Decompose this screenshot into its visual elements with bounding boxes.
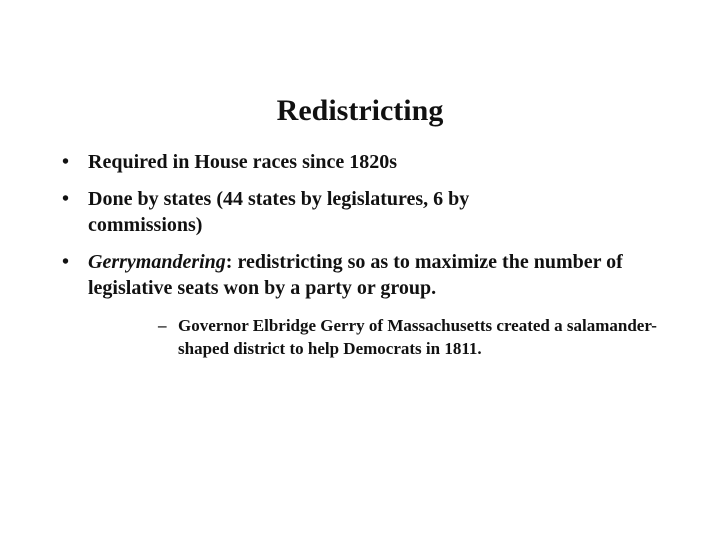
bullet-1: • Required in House races since 1820s bbox=[62, 151, 398, 173]
bullet-3: • Gerrymandering: redistricting so as to maximize the number of legislative seats won by a party or group. bbox=[62, 251, 623, 299]
slide-title: Redistricting bbox=[276, 94, 444, 127]
bullet-2: • Done by states (44 states by legislatures, 6 by commissions) bbox=[62, 188, 470, 236]
sub-bullet-1: – Governor Elbridge Gerry of Massachusetts created a salamander-shaped district to help Democrats in 1811. bbox=[158, 316, 657, 358]
emphasis-term: Gerrymandering bbox=[88, 251, 226, 273]
